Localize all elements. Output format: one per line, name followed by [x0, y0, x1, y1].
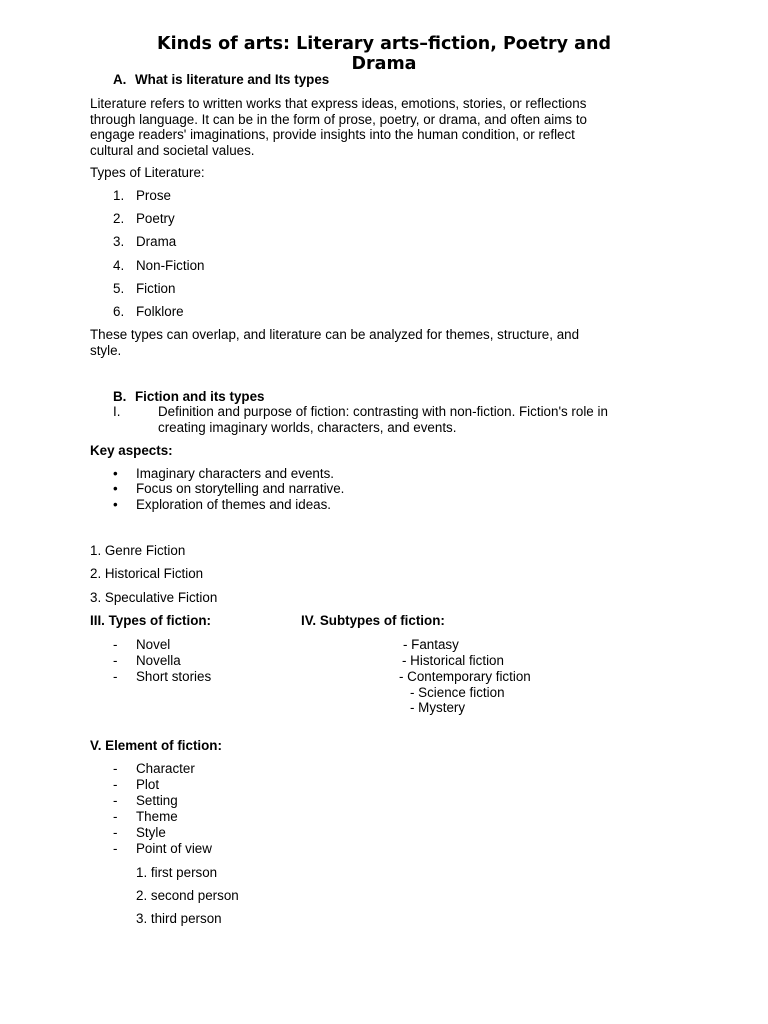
list-item: - Historical fiction — [402, 653, 504, 668]
list-item-number: 3. — [113, 234, 125, 249]
literature-definition-paragraph — [90, 96, 660, 158]
dash-marker: - — [113, 669, 118, 684]
types-of-fiction-heading: III. Types of fiction: — [90, 613, 212, 628]
list-item: 2. second person — [136, 888, 239, 903]
dash-marker: - — [113, 653, 118, 668]
list-item: Prose — [136, 188, 171, 203]
list-item: Novel — [136, 637, 171, 652]
list-item: Plot — [136, 777, 160, 792]
list-item: Poetry — [136, 211, 175, 226]
title-line-2: Drama — [351, 54, 417, 74]
paragraph-line: Literature refers to written works that express ideas, emotions, stories, or reflections — [90, 96, 587, 111]
list-item: 2. Historical Fiction — [90, 566, 204, 581]
bullet-icon: • — [113, 466, 118, 481]
list-item: Setting — [136, 793, 178, 808]
dash-marker: - — [113, 825, 118, 840]
section-a-marker: A. — [113, 72, 127, 87]
list-item: - Science fiction — [410, 685, 505, 700]
list-item: Style — [136, 825, 166, 840]
list-item: Point of view — [136, 841, 212, 856]
list-item: Fiction — [136, 281, 176, 296]
list-item: Novella — [136, 653, 181, 668]
subtypes-of-fiction-heading: IV. Subtypes of fiction: — [301, 613, 445, 628]
list-item: 1. first person — [136, 865, 218, 880]
paragraph-line: engage readers' imaginations, provide insights into the human condition, or reflect — [90, 127, 575, 142]
list-item: - Contemporary fiction — [399, 669, 531, 684]
section-b-marker: B. — [113, 389, 127, 404]
list-item: Non-Fiction — [136, 258, 205, 273]
dash-marker: - — [113, 761, 118, 776]
paragraph-line: These types can overlap, and literature can be analyzed for themes, structure, and — [90, 327, 580, 342]
dash-marker: - — [113, 637, 118, 652]
list-item: Folklore — [136, 304, 184, 319]
list-item-number: 6. — [113, 304, 125, 319]
bullet-icon: • — [113, 497, 118, 512]
list-item-number: 4. — [113, 258, 125, 273]
dash-marker: - — [113, 841, 118, 856]
section-a-heading: What is literature and Its types — [135, 72, 330, 87]
bullet-icon: • — [113, 481, 118, 496]
page-title — [0, 34, 768, 74]
list-item: 3. Speculative Fiction — [90, 590, 218, 605]
list-item: - Mystery — [410, 700, 466, 715]
list-item: Character — [136, 761, 195, 776]
list-item-number: 5. — [113, 281, 125, 296]
list-item-number: 2. — [113, 211, 125, 226]
types-of-literature-label: Types of Literature: — [90, 165, 205, 180]
list-item: Exploration of themes and ideas. — [136, 497, 332, 512]
elements-of-fiction-heading: V. Element of fiction: — [90, 738, 222, 753]
types-overlap-paragraph — [90, 327, 660, 358]
dash-marker: - — [113, 809, 118, 824]
list-item: 1. Genre Fiction — [90, 543, 186, 558]
paragraph-line: through language. It can be in the form of prose, poetry, or drama, and often aims to — [90, 111, 587, 127]
paragraph-line: cultural and societal values. — [90, 142, 255, 158]
list-item: Drama — [136, 234, 177, 249]
title-line-1: Kinds of arts: Literary arts–fiction, Poetry and — [157, 34, 611, 54]
list-item-number: 1. — [113, 188, 125, 203]
list-item: Focus on storytelling and narrative. — [136, 481, 345, 496]
dash-marker: - — [113, 793, 118, 808]
roman-numeral-marker: I. — [113, 404, 121, 419]
fiction-definition-line: creating imaginary worlds, characters, and events. — [158, 420, 457, 435]
paragraph-line: style. — [90, 342, 122, 358]
list-item: Short stories — [136, 669, 212, 684]
fiction-definition-line: Definition and purpose of fiction: contrasting with non-fiction. Fiction's role in — [158, 404, 608, 419]
list-item: Imaginary characters and events. — [136, 466, 334, 481]
list-item: 3. third person — [136, 911, 222, 926]
dash-marker: - — [113, 777, 118, 792]
key-aspects-heading: Key aspects: — [90, 443, 173, 458]
list-item: Theme — [136, 809, 178, 824]
list-item: - Fantasy — [403, 637, 459, 652]
section-b-heading: Fiction and its types — [135, 389, 265, 404]
